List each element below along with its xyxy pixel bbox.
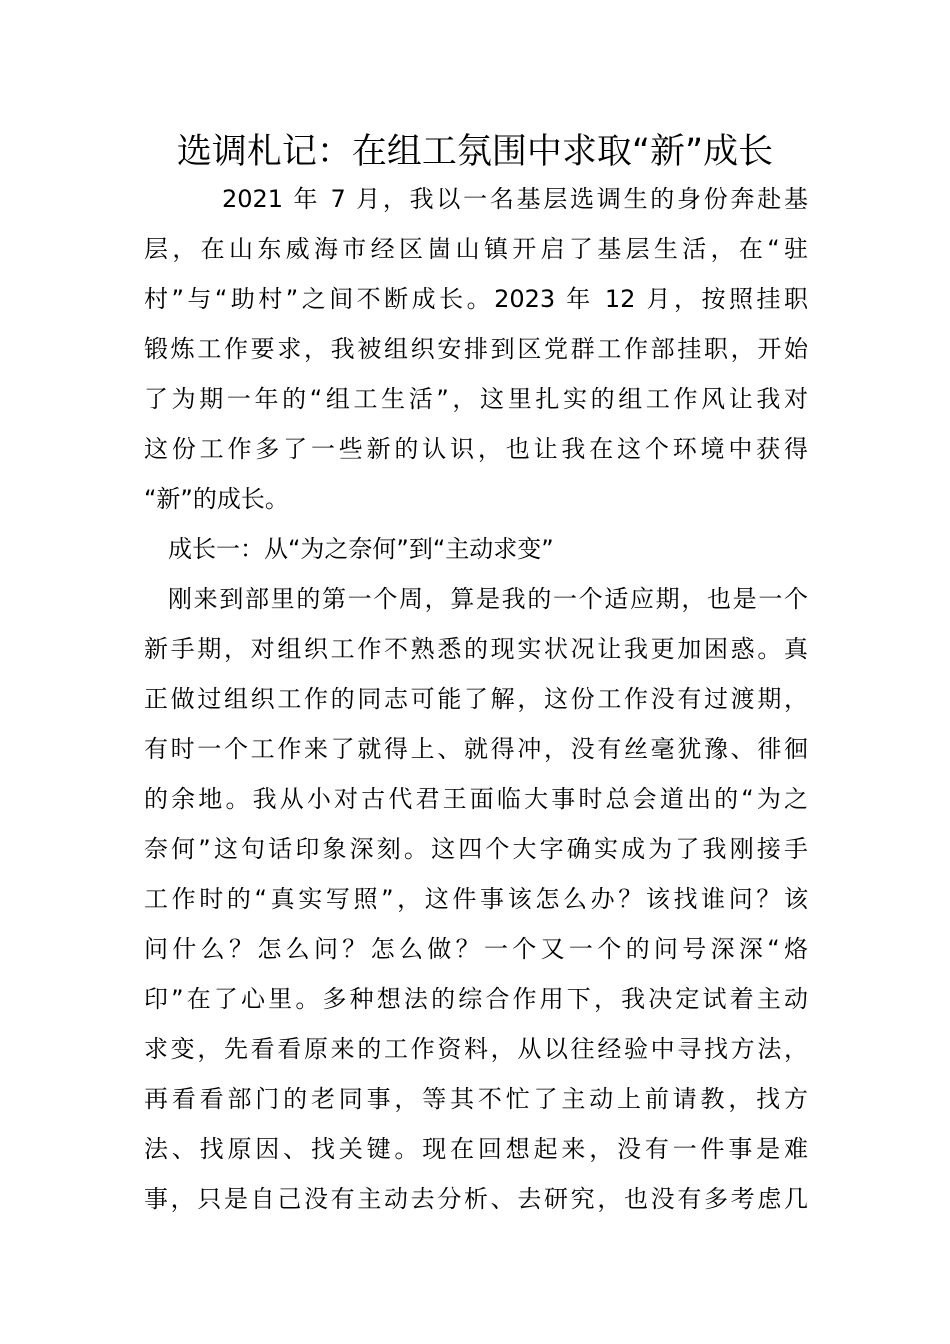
paragraph-line: 刚来到部里的第一个周，算是我的一个适应期，也是一个 xyxy=(168,585,808,613)
paragraph-line: “新”的成长。 xyxy=(144,485,289,513)
paragraph-line: 了为期一年的“组工生活”，这里扎实的组工作风让我对 xyxy=(144,385,808,413)
section-heading: 成长一：从“为之奈何”到“主动求变” xyxy=(168,535,554,563)
paragraph-line: 印”在了心里。多种想法的综合作用下，我决定试着主动 xyxy=(144,985,808,1013)
paragraph-line: 事，只是自己没有主动去分析、去研究，也没有多考虑几 xyxy=(144,1185,808,1213)
paragraph-line: 法、找原因、找关键。现在回想起来，没有一件事是难 xyxy=(144,1135,808,1163)
paragraph-line: 奈何”这句话印象深刻。这四个大字确实成为了我刚接手 xyxy=(144,835,808,863)
paragraph-line: 2021 年 7 月，我以一名基层选调生的身份奔赴基 xyxy=(222,185,808,213)
paragraph-line: 有时一个工作来了就得上、就得冲，没有丝毫犹豫、徘徊 xyxy=(144,735,808,763)
paragraph-line: 的余地。我从小对古代君王面临大事时总会道出的“为之 xyxy=(144,785,808,813)
paragraph-line: 层，在山东威海市经区崮山镇开启了基层生活，在“驻 xyxy=(144,235,808,263)
paragraph-line: 再看看部门的老同事，等其不忙了主动上前请教，找方 xyxy=(144,1085,808,1113)
paragraph-line: 村”与“助村”之间不断成长。2023 年 12 月，按照挂职 xyxy=(144,285,808,313)
paragraph-line: 问什么？怎么问？怎么做？一个又一个的问号深深“烙 xyxy=(144,935,808,963)
paragraph-line: 这份工作多了一些新的认识，也让我在这个环境中获得 xyxy=(144,435,808,463)
paragraph-line: 工作时的“真实写照”，这件事该怎么办？该找谁问？该 xyxy=(144,885,808,913)
paragraph-line: 正做过组织工作的同志可能了解，这份工作没有过渡期， xyxy=(144,685,808,713)
paragraph-line: 求变，先看看原来的工作资料，从以往经验中寻找方法， xyxy=(144,1035,808,1063)
document-title: 选调札记：在组工氛围中求取“新”成长 xyxy=(176,132,774,172)
paragraph-line: 锻炼工作要求，我被组织安排到区党群工作部挂职，开始 xyxy=(144,335,808,363)
paragraph-line: 新手期，对组织工作不熟悉的现实状况让我更加困惑。真 xyxy=(144,635,808,663)
